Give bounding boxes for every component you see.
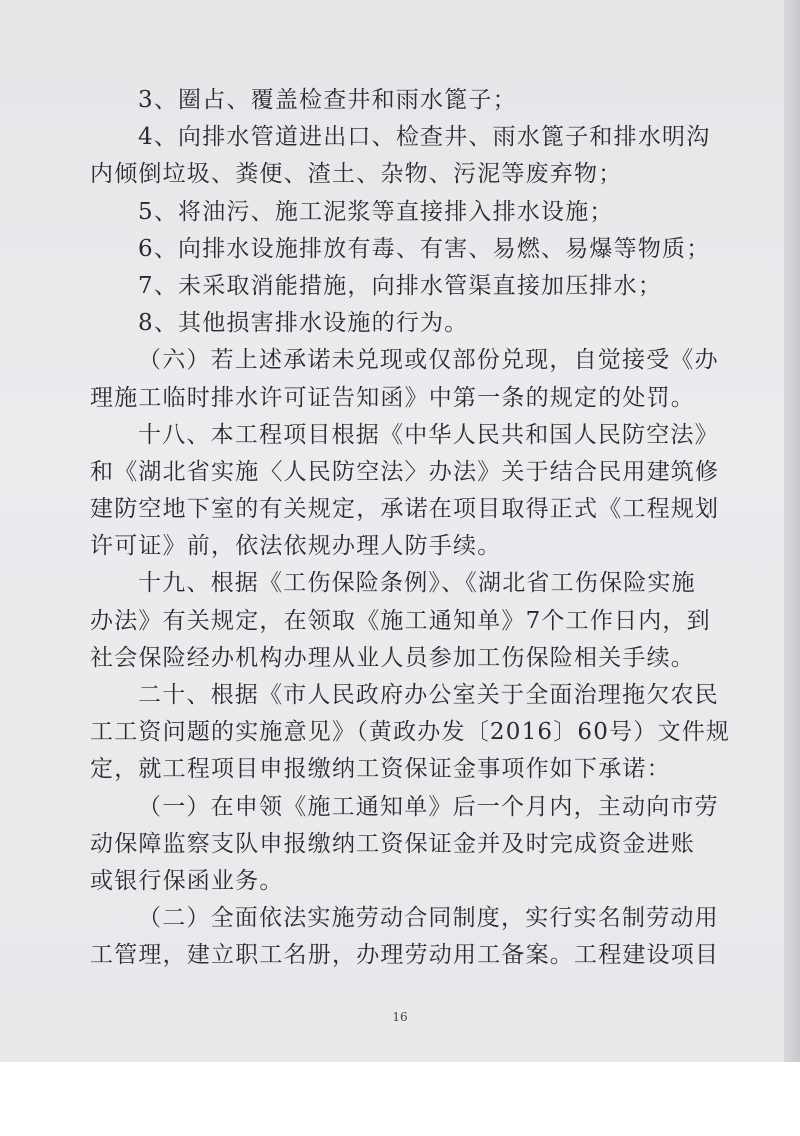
text-line: 4、向排水管道进出口、检查井、雨水篦子和排水明沟	[138, 124, 711, 151]
document-body	[90, 82, 731, 975]
text-line: 社会保险经办机构办理从业人员参加工伤保险相关手续。	[90, 644, 695, 671]
page-number: 16	[392, 1010, 408, 1024]
text-line: （一）在申领《施工通知单》后一个月内，主动向市劳	[138, 793, 719, 820]
text-line: （六）若上述承诺未兑现或仅部份兑现，自觉接受《办	[138, 347, 719, 374]
text-line: 或银行保函业务。	[90, 867, 284, 894]
text-line: 十八、本工程项目根据《中华人民共和国人民防空法》	[138, 421, 719, 448]
text-line: 理施工临时排水许可证告知函》中第一条的规定的处罚。	[90, 384, 695, 411]
text-line: 6、向排水设施排放有毒、有害、易燃、易爆等物质；	[138, 235, 711, 262]
text-line: （二）全面依法实施劳动合同制度，实行实名制劳动用	[138, 905, 719, 932]
text-line: 许可证》前，依法依规办理人防手续。	[90, 533, 502, 560]
text-line: 工工资问题的实施意见》（黄政办发〔2016〕60号）文件规	[90, 719, 731, 746]
text-line: 3、圈占、覆盖检查井和雨水篦子；	[138, 87, 517, 113]
text-line: 8、其他损害排水设施的行为。	[138, 310, 469, 337]
text-line: 办法》有关规定，在领取《施工通知单》7个工作日内，到	[90, 607, 711, 634]
text-line: 5、将油污、施工泥浆等直接排入排水设施；	[138, 198, 614, 225]
text-line: 和《湖北省实施〈人民防空法〉办法》关于结合民用建筑修	[90, 458, 720, 485]
page-edge-shadow	[784, 0, 800, 1062]
text-line: 动保障监察支队申报缴纳工资保证金并及时完成资金进账	[90, 830, 695, 857]
text-line: 十九、根据《工伤保险条例》、《湖北省工伤保险实施	[138, 570, 696, 597]
text-line: 内倾倒垃圾、粪便、渣土、杂物、污泥等废弃物；	[90, 161, 623, 188]
text-line: 7、未采取消能措施，向排水管渠直接加压排水；	[138, 272, 663, 299]
text-line: 建防空地下室的有关规定，承诺在项目取得正式《工程规划	[90, 496, 720, 523]
text-line: 工管理，建立职工名册，办理劳动用工备案。工程建设项目	[90, 942, 720, 969]
text-line: 定，就工程项目申报缴纳工资保证金事项作如下承诺：	[90, 756, 671, 783]
text-line: 二十、根据《市人民政府办公室关于全面治理拖欠农民	[138, 682, 719, 708]
